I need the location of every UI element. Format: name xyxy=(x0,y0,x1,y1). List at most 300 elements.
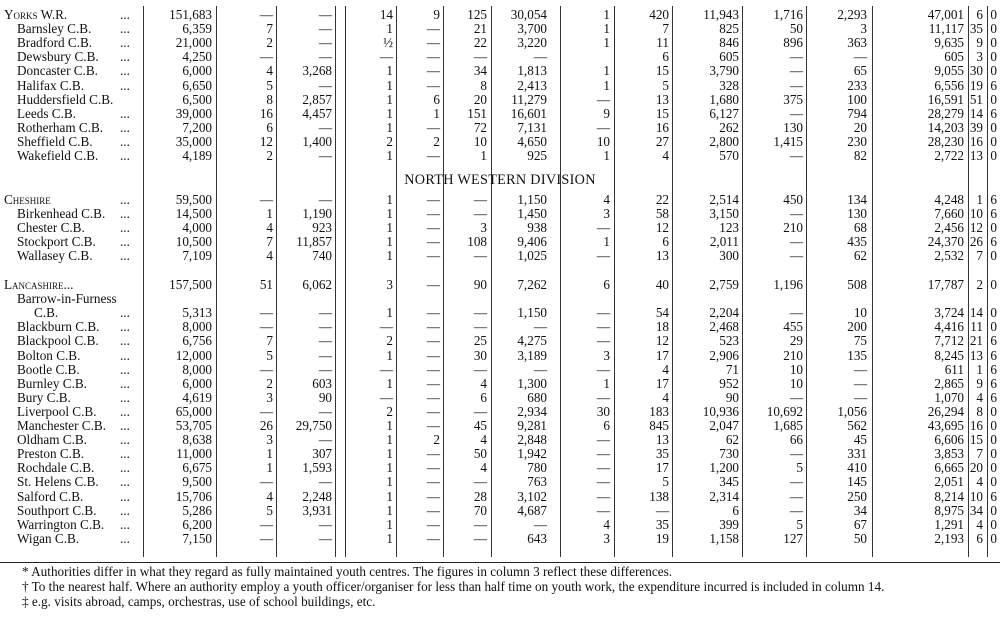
cell-c1: 8,638 xyxy=(182,432,212,448)
cell-c8: — xyxy=(596,488,610,504)
authority-name: Wigan C.B. xyxy=(17,530,80,546)
cell-c13: 1,070 xyxy=(934,389,964,405)
cell-c4: 1 xyxy=(386,375,393,391)
cell-c13: 2,532 xyxy=(934,248,964,264)
cell-c12: 20 xyxy=(853,119,867,135)
cell-c6: 3 xyxy=(480,220,487,236)
cell-c2: 4 xyxy=(266,63,273,79)
cell-c8: — xyxy=(596,474,610,490)
cell-c6: 125 xyxy=(467,7,487,22)
cell-c4: 1 xyxy=(386,432,393,448)
cell-c13: 8,214 xyxy=(934,488,964,504)
cell-c12: 410 xyxy=(847,460,867,476)
cell-c14: 9 xyxy=(976,35,983,51)
cell-c2: — xyxy=(259,319,273,335)
table-row xyxy=(0,207,1000,221)
cell-c11: 66 xyxy=(789,432,803,448)
leader-dots: ... xyxy=(120,35,130,51)
cell-c6: — xyxy=(473,530,487,546)
cell-c9: 13 xyxy=(655,248,669,264)
table-row xyxy=(0,377,1000,391)
cell-c14: 14 xyxy=(969,305,983,321)
cell-c11: 29 xyxy=(789,333,803,349)
cell-c8: — xyxy=(596,389,610,405)
cell-c13: 24,370 xyxy=(927,234,964,250)
cell-c10: 523 xyxy=(719,333,739,349)
cell-c14: 16 xyxy=(969,418,983,433)
cell-c13: 7,712 xyxy=(934,333,964,349)
cell-c9: 40 xyxy=(655,277,669,292)
cell-c8: — xyxy=(596,361,610,377)
cell-c4: 3 xyxy=(386,277,393,292)
cell-c9: 15 xyxy=(655,63,669,79)
cell-c4: 1 xyxy=(386,77,393,93)
cell-c12: 1,056 xyxy=(837,403,867,419)
cell-c15: 6 xyxy=(990,375,997,391)
leader-dots: ... xyxy=(120,502,130,518)
cell-c13: 8,975 xyxy=(934,502,964,518)
leader-dots: ... xyxy=(120,474,130,490)
cell-c9: 845 xyxy=(649,418,669,433)
table-row xyxy=(0,447,1000,461)
cell-c13: 16,591 xyxy=(927,91,964,107)
cell-c10: 1,200 xyxy=(709,460,739,476)
cell-c13: 2,722 xyxy=(934,148,964,163)
authority-name: Rotherham C.B. xyxy=(17,119,104,135)
cell-c13: 28,230 xyxy=(927,133,964,149)
cell-c5: — xyxy=(426,446,440,462)
cell-c12: — xyxy=(853,49,867,65)
leader-dots: ... xyxy=(120,516,130,532)
cell-c11: 450 xyxy=(783,192,803,207)
cell-c15: 0 xyxy=(990,119,997,135)
cell-c2: 1 xyxy=(266,206,273,222)
authority-name: Liverpool C.B. xyxy=(17,403,97,419)
leader-dots: ... xyxy=(120,148,130,163)
cell-c11: — xyxy=(789,305,803,321)
cell-c9: 16 xyxy=(655,119,669,135)
footnote-1: * Authorities differ in what they regard as fully maintained youth centres. The figures in column 3 reflect these differences. xyxy=(22,564,673,579)
cell-c10: 730 xyxy=(719,446,739,462)
cell-c12: 82 xyxy=(853,148,867,163)
cell-c14: 6 xyxy=(976,7,983,22)
authority-name: Salford C.B. xyxy=(17,488,84,504)
cell-c2: — xyxy=(259,403,273,419)
cell-c8: — xyxy=(596,446,610,462)
cell-c5: 9 xyxy=(433,7,440,22)
authority-name: Birkenhead C.B. xyxy=(17,206,106,222)
cell-c15: 0 xyxy=(990,148,997,163)
cell-c8: 1 xyxy=(603,63,610,79)
cell-c11: 5 xyxy=(796,460,803,476)
leader-dots: ... xyxy=(120,248,130,264)
cell-c1: 151,683 xyxy=(169,7,212,22)
cell-c13: 3,724 xyxy=(934,305,964,321)
cell-c12: 794 xyxy=(847,105,867,121)
cell-c5: — xyxy=(426,375,440,391)
cell-c7: 3,220 xyxy=(517,35,547,51)
authority-name: Stockport C.B. xyxy=(17,234,96,250)
cell-c10: 262 xyxy=(719,119,739,135)
cell-c9: 420 xyxy=(649,7,669,22)
cell-c9: 35 xyxy=(655,516,669,532)
leader-dots: ... xyxy=(120,460,130,476)
cell-c3: — xyxy=(318,347,332,363)
cell-c14: 2 xyxy=(976,277,983,292)
leader-dots: ... xyxy=(120,105,130,121)
cell-c4: — xyxy=(379,389,393,405)
authority-name: Burnley C.B. xyxy=(17,375,87,391)
footnotes xyxy=(0,565,1000,609)
cell-c12: 50 xyxy=(853,530,867,546)
cell-c6: — xyxy=(473,319,487,335)
cell-c6: 6 xyxy=(480,389,487,405)
cell-c13: 8,245 xyxy=(934,347,964,363)
cell-c5: — xyxy=(426,333,440,349)
cell-c11: — xyxy=(789,389,803,405)
cell-c11: 10 xyxy=(789,375,803,391)
cell-c9: 4 xyxy=(662,361,669,377)
table-row xyxy=(0,50,1000,64)
cell-c4: 1 xyxy=(386,248,393,264)
cell-c6: 90 xyxy=(473,277,487,292)
cell-c6: 10 xyxy=(473,133,487,149)
cell-c4: 2 xyxy=(386,333,393,349)
cell-c7: — xyxy=(533,49,547,65)
authority-name: Barnsley C.B. xyxy=(17,21,92,37)
cell-c11: 896 xyxy=(783,35,803,51)
cell-c8: 4 xyxy=(603,192,610,207)
cell-c8: — xyxy=(596,502,610,518)
cell-c15: 6 xyxy=(990,333,997,349)
cell-c10: 2,204 xyxy=(709,305,739,321)
table-row xyxy=(0,475,1000,489)
cell-c3: 923 xyxy=(312,220,332,236)
cell-c4: — xyxy=(379,361,393,377)
cell-c3: — xyxy=(318,7,332,22)
cell-c4: 14 xyxy=(379,7,393,22)
cell-c6: — xyxy=(473,403,487,419)
cell-c13: 9,055 xyxy=(934,63,964,79)
cell-c10: 6,127 xyxy=(709,105,739,121)
table-row xyxy=(0,518,1000,532)
cell-c14: 34 xyxy=(969,502,983,518)
authority-name: Bury C.B. xyxy=(17,389,71,405)
cell-c8: — xyxy=(596,220,610,236)
cell-c15: 0 xyxy=(990,91,997,107)
cell-c6: 4 xyxy=(480,375,487,391)
cell-c6: 30 xyxy=(473,347,487,363)
cell-c14: 13 xyxy=(969,148,983,163)
cell-c9: 4 xyxy=(662,148,669,163)
cell-c9: 183 xyxy=(649,403,669,419)
cell-c3: 4,457 xyxy=(302,105,332,121)
authority-name: Dewsbury C.B. xyxy=(17,49,99,65)
cell-c13: 4,416 xyxy=(934,319,964,335)
table-row xyxy=(0,461,1000,475)
cell-c7: 9,281 xyxy=(517,418,547,433)
table-row xyxy=(0,135,1000,149)
cell-c10: 2,800 xyxy=(709,133,739,149)
cell-c12: 3 xyxy=(860,21,867,37)
cell-c8: — xyxy=(596,248,610,264)
cell-c8: 1 xyxy=(603,148,610,163)
table-row xyxy=(0,278,1000,292)
cell-c5: — xyxy=(426,361,440,377)
cell-c9: 27 xyxy=(655,133,669,149)
cell-c15: 6 xyxy=(990,389,997,405)
cell-c4: 1 xyxy=(386,148,393,163)
cell-c10: 90 xyxy=(725,389,739,405)
cell-c10: 2,759 xyxy=(709,277,739,292)
cell-c1: 6,200 xyxy=(182,516,212,532)
cell-c2: 5 xyxy=(266,502,273,518)
cell-c15: 0 xyxy=(990,418,997,433)
cell-c7: 1,150 xyxy=(517,192,547,207)
cell-c9: 13 xyxy=(655,91,669,107)
authority-name: Leeds C.B. xyxy=(17,105,76,121)
cell-c11: 1,415 xyxy=(773,133,803,149)
cell-c12: 508 xyxy=(847,277,867,292)
cell-c14: 26 xyxy=(969,234,983,250)
cell-c13: 2,051 xyxy=(934,474,964,490)
cell-c11: — xyxy=(789,248,803,264)
cell-c9: 6 xyxy=(662,234,669,250)
cell-c6: — xyxy=(473,474,487,490)
cell-c3: — xyxy=(318,49,332,65)
cell-c3: 2,857 xyxy=(302,91,332,107)
cell-c11: — xyxy=(789,502,803,518)
cell-c8: 30 xyxy=(596,403,610,419)
cell-c3: — xyxy=(318,530,332,546)
cell-c3: — xyxy=(318,516,332,532)
cell-c14: 19 xyxy=(969,77,983,93)
cell-c4: 1 xyxy=(386,91,393,107)
cell-c15: 0 xyxy=(990,7,997,22)
cell-c14: 11 xyxy=(970,319,983,335)
cell-c8: 9 xyxy=(603,105,610,121)
authority-name: Bradford C.B. xyxy=(17,35,93,51)
cell-c15: 0 xyxy=(990,35,997,51)
cell-c11: 5 xyxy=(796,516,803,532)
leader-dots: ... xyxy=(120,418,130,433)
cell-c1: 6,756 xyxy=(182,333,212,349)
cell-c7: 780 xyxy=(527,460,547,476)
cell-c15: 0 xyxy=(990,248,997,264)
cell-c6: 70 xyxy=(473,502,487,518)
cell-c10: 2,314 xyxy=(709,488,739,504)
cell-c2: — xyxy=(259,361,273,377)
cell-c5: — xyxy=(426,502,440,518)
table-row xyxy=(0,405,1000,419)
cell-c9: — xyxy=(655,502,669,518)
cell-c12: 68 xyxy=(853,220,867,236)
cell-c15: 0 xyxy=(990,277,997,292)
cell-c7: — xyxy=(533,319,547,335)
cell-c15: 0 xyxy=(990,502,997,518)
cell-c3: 1,400 xyxy=(302,133,332,149)
cell-c3: — xyxy=(318,333,332,349)
cell-c11: 1,716 xyxy=(773,7,803,22)
authority-name: Yorks W.R. xyxy=(4,7,68,22)
cell-c1: 11,000 xyxy=(176,446,212,462)
cell-c3: 3,931 xyxy=(302,502,332,518)
authority-name: Bootle C.B. xyxy=(17,361,80,377)
table-row xyxy=(0,36,1000,50)
cell-c13: 6,665 xyxy=(934,460,964,476)
cell-c14: 15 xyxy=(969,432,983,448)
cell-c4: 1 xyxy=(386,530,393,546)
cell-c6: 22 xyxy=(473,35,487,51)
footnote-2: † To the nearest half. Where an authority employ a youth officer/organiser for less than half time on youth work, the expenditure incurred is included in column 14. xyxy=(22,578,885,594)
cell-c11: — xyxy=(789,49,803,65)
cell-c5: — xyxy=(426,63,440,79)
cell-c8: 4 xyxy=(603,516,610,532)
cell-c3: — xyxy=(318,432,332,448)
table-row xyxy=(0,235,1000,249)
cell-c15: 6 xyxy=(990,192,997,207)
cell-c7: 2,413 xyxy=(517,77,547,93)
cell-c2: 8 xyxy=(266,91,273,107)
cell-c7: 7,262 xyxy=(517,277,547,292)
cell-c13: 2,865 xyxy=(934,375,964,391)
cell-c4: 1 xyxy=(386,234,393,250)
cell-c14: 4 xyxy=(976,516,983,532)
cell-c8: 1 xyxy=(603,375,610,391)
cell-c10: 605 xyxy=(719,49,739,65)
cell-c14: 10 xyxy=(969,206,983,222)
cell-c3: 6,062 xyxy=(302,277,332,292)
cell-c13: 17,787 xyxy=(927,277,964,292)
cell-c4: 2 xyxy=(386,133,393,149)
leader-dots: ... xyxy=(120,333,130,349)
authority-name: C.B. xyxy=(34,305,59,321)
cell-c1: 15,706 xyxy=(175,488,212,504)
cell-c4: ½ xyxy=(383,35,393,51)
cell-c12: 62 xyxy=(853,248,867,264)
leader-dots: ... xyxy=(120,7,130,22)
table-row xyxy=(0,490,1000,504)
cell-c13: 4,248 xyxy=(934,192,964,207)
cell-c13: 1,291 xyxy=(934,516,964,532)
cell-c3: 11,857 xyxy=(296,234,332,250)
cell-c2: 3 xyxy=(266,389,273,405)
cell-c12: 2,293 xyxy=(837,7,867,22)
table-row xyxy=(0,532,1000,546)
cell-c6: — xyxy=(473,361,487,377)
cell-c12: 435 xyxy=(847,234,867,250)
cell-c1: 7,200 xyxy=(182,119,212,135)
cell-c2: 7 xyxy=(266,21,273,37)
cell-c12: 100 xyxy=(847,91,867,107)
table-row xyxy=(0,249,1000,263)
cell-c5: 1 xyxy=(433,105,440,121)
cell-c1: 6,500 xyxy=(182,91,212,107)
cell-c1: 6,650 xyxy=(182,77,212,93)
cell-c9: 7 xyxy=(662,21,669,37)
cell-c4: 1 xyxy=(386,21,393,37)
cell-c12: 67 xyxy=(853,516,867,532)
cell-c7: 3,189 xyxy=(517,347,547,363)
cell-c1: 6,359 xyxy=(182,21,212,37)
cell-c5: — xyxy=(426,488,440,504)
leader-dots: ... xyxy=(120,389,130,405)
table-row xyxy=(0,391,1000,405)
cell-c5: — xyxy=(426,248,440,264)
cell-c11: — xyxy=(789,77,803,93)
cell-c14: 51 xyxy=(969,91,983,107)
cell-c5: — xyxy=(426,319,440,335)
cell-c12: 130 xyxy=(847,206,867,222)
leader-dots: ... xyxy=(120,375,130,391)
cell-c7: 643 xyxy=(527,530,547,546)
cell-c8: 1 xyxy=(603,35,610,51)
cell-c7: 1,150 xyxy=(517,305,547,321)
cell-c1: 6,675 xyxy=(182,460,212,476)
authority-name: Bolton C.B. xyxy=(17,347,81,363)
cell-c6: — xyxy=(473,305,487,321)
authority-name: Cheshire xyxy=(4,192,51,207)
cell-c9: 18 xyxy=(655,319,669,335)
cell-c3: 307 xyxy=(312,446,332,462)
cell-c3: — xyxy=(318,361,332,377)
cell-c11: 127 xyxy=(783,530,803,546)
cell-c8: 1 xyxy=(603,21,610,37)
cell-c4: 1 xyxy=(386,474,393,490)
cell-c1: 35,000 xyxy=(175,133,212,149)
cell-c1: 4,619 xyxy=(182,389,212,405)
cell-c15: 0 xyxy=(990,319,997,335)
cell-c12: 363 xyxy=(847,35,867,51)
cell-c15: 6 xyxy=(990,488,997,504)
cell-c6: — xyxy=(473,248,487,264)
table-row xyxy=(0,334,1000,348)
cell-c10: 570 xyxy=(719,148,739,163)
cell-c13: 26,294 xyxy=(927,403,964,419)
cell-c5: — xyxy=(426,49,440,65)
leader-dots: ... xyxy=(120,347,130,363)
cell-c10: 2,514 xyxy=(709,192,739,207)
cell-c14: 7 xyxy=(976,446,983,462)
cell-c5: — xyxy=(426,119,440,135)
cell-c11: 455 xyxy=(783,319,803,335)
cell-c5: — xyxy=(426,220,440,236)
cell-c1: 12,000 xyxy=(175,347,212,363)
cell-c11: — xyxy=(789,206,803,222)
cell-c8: — xyxy=(596,460,610,476)
cell-c2: — xyxy=(259,516,273,532)
cell-c4: 1 xyxy=(386,119,393,135)
cell-c6: 45 xyxy=(473,418,487,433)
cell-c1: 39,000 xyxy=(175,105,212,121)
cell-c3: 29,750 xyxy=(295,418,332,433)
cell-c5: 6 xyxy=(433,91,440,107)
leader-dots: ... xyxy=(120,220,130,236)
cell-c9: 5 xyxy=(662,77,669,93)
cell-c1: 6,000 xyxy=(182,375,212,391)
table-row xyxy=(0,306,1000,320)
cell-c1: 7,109 xyxy=(182,248,212,264)
cell-c9: 12 xyxy=(655,333,669,349)
cell-c3: — xyxy=(318,35,332,51)
cell-c10: 2,906 xyxy=(709,347,739,363)
cell-c13: 9,635 xyxy=(934,35,964,51)
cell-c12: 145 xyxy=(847,474,867,490)
table-row xyxy=(0,320,1000,334)
leader-dots: ... xyxy=(120,234,130,250)
cell-c3: — xyxy=(318,305,332,321)
cell-c4: 1 xyxy=(386,192,393,207)
